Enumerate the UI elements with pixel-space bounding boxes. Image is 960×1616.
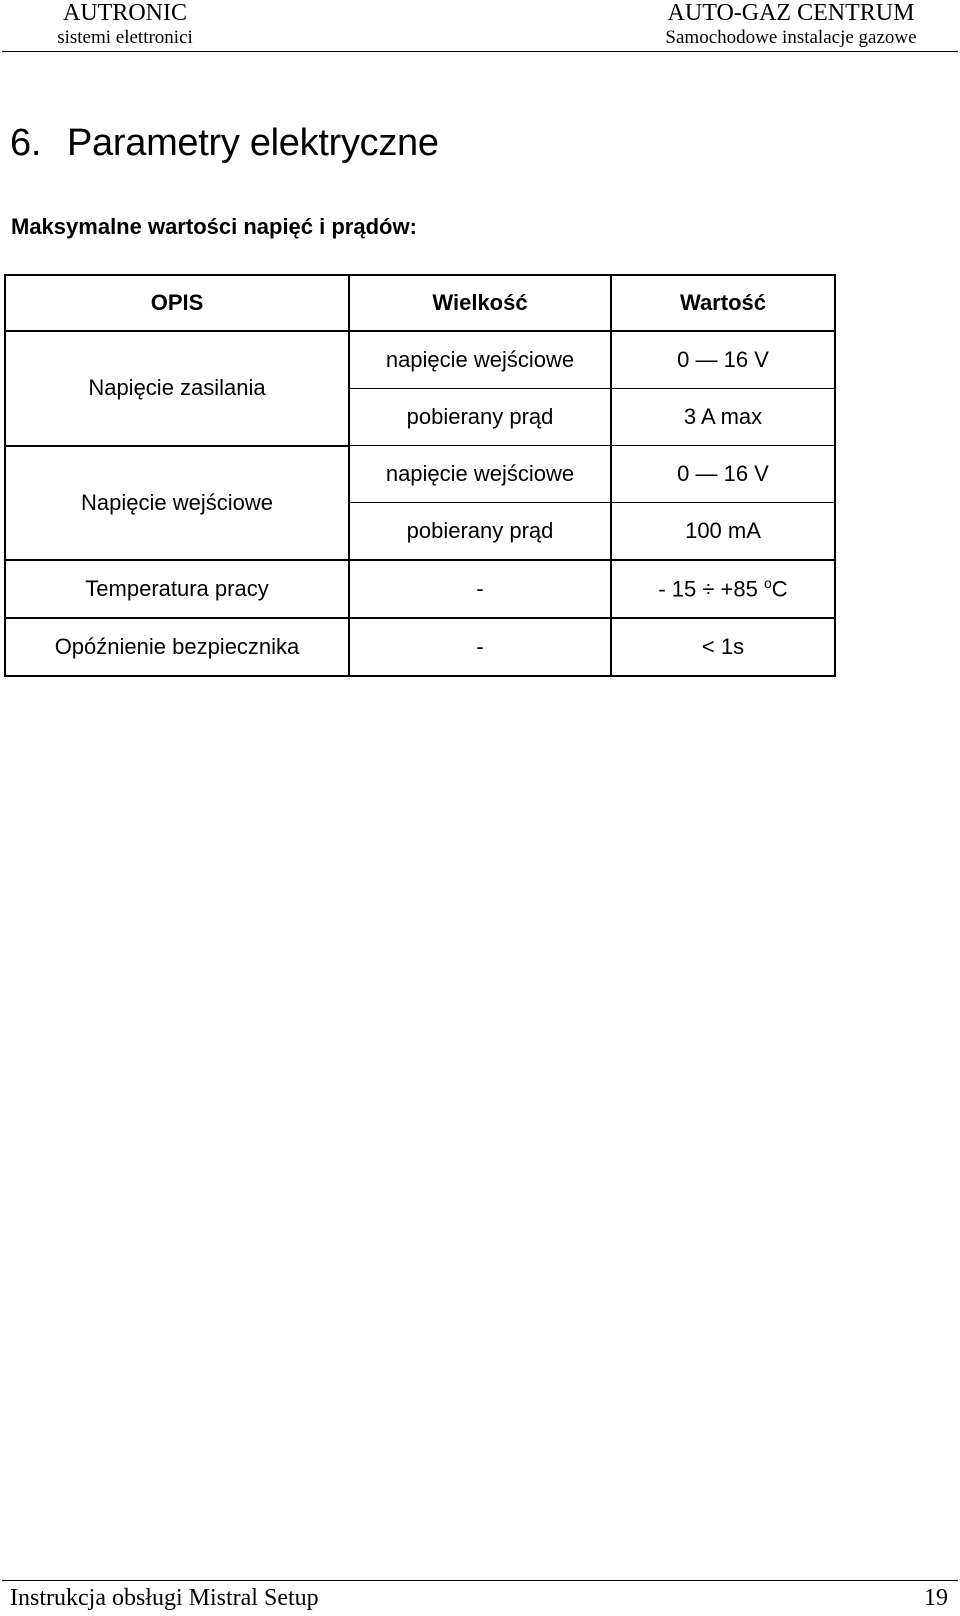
footer-document-title: Instrukcja obsługi Mistral Setup — [10, 1585, 319, 1611]
table-caption: Maksymalne wartości napięć i prądów: — [11, 214, 417, 239]
fuse-delay-value: < 1s — [611, 618, 835, 676]
quantity-cell: napięcie wejściowe — [349, 446, 611, 503]
header-divider — [2, 51, 958, 52]
header-partner-name: AUTO-GAZ CENTRUM — [667, 0, 915, 26]
header-left — [0, 0, 250, 50]
table-row — [5, 446, 835, 503]
value-cell: 0 — 16 V — [611, 331, 835, 389]
table-header-row — [5, 275, 835, 331]
value-cell: 0 — 16 V — [611, 446, 835, 503]
temperature-value — [611, 560, 835, 618]
temperature-unit: C — [771, 576, 788, 602]
group-label-supply-voltage: Napięcie zasilania — [5, 331, 349, 446]
degree-sign: o — [763, 575, 772, 592]
header-partner-tagline: Samochodowe instalacje gazowe — [665, 27, 917, 48]
electrical-parameters-table — [4, 274, 836, 677]
table-row — [5, 560, 835, 618]
header-cell-description: OPIS — [5, 275, 349, 331]
header-company-tagline: sistemi elettronici — [57, 27, 193, 48]
header-right — [640, 0, 942, 50]
header-company-name: AUTRONIC — [63, 0, 187, 26]
section-heading — [10, 122, 439, 165]
fuse-delay-label: Opóźnienie bezpiecznika — [5, 618, 349, 676]
group-label-input-voltage: Napięcie wejściowe — [5, 446, 349, 561]
section-title: Parametry elektryczne — [67, 122, 439, 164]
temperature-range: - 15 ÷ +85 — [658, 576, 764, 602]
temperature-label: Temperatura pracy — [5, 560, 349, 618]
quantity-cell: pobierany prąd — [349, 503, 611, 561]
footer-page-number: 19 — [924, 1585, 948, 1611]
fuse-delay-quantity: - — [349, 618, 611, 676]
quantity-cell: pobierany prąd — [349, 389, 611, 446]
value-cell: 3 A max — [611, 389, 835, 446]
table-row — [5, 331, 835, 389]
footer-divider — [2, 1580, 958, 1581]
temperature-quantity: - — [349, 560, 611, 618]
header-cell-quantity: Wielkość — [349, 275, 611, 331]
quantity-cell: napięcie wejściowe — [349, 331, 611, 389]
header-cell-value: Wartość — [611, 275, 835, 331]
section-number: 6. — [10, 122, 42, 164]
value-cell: 100 mA — [611, 503, 835, 561]
table-row — [5, 618, 835, 676]
